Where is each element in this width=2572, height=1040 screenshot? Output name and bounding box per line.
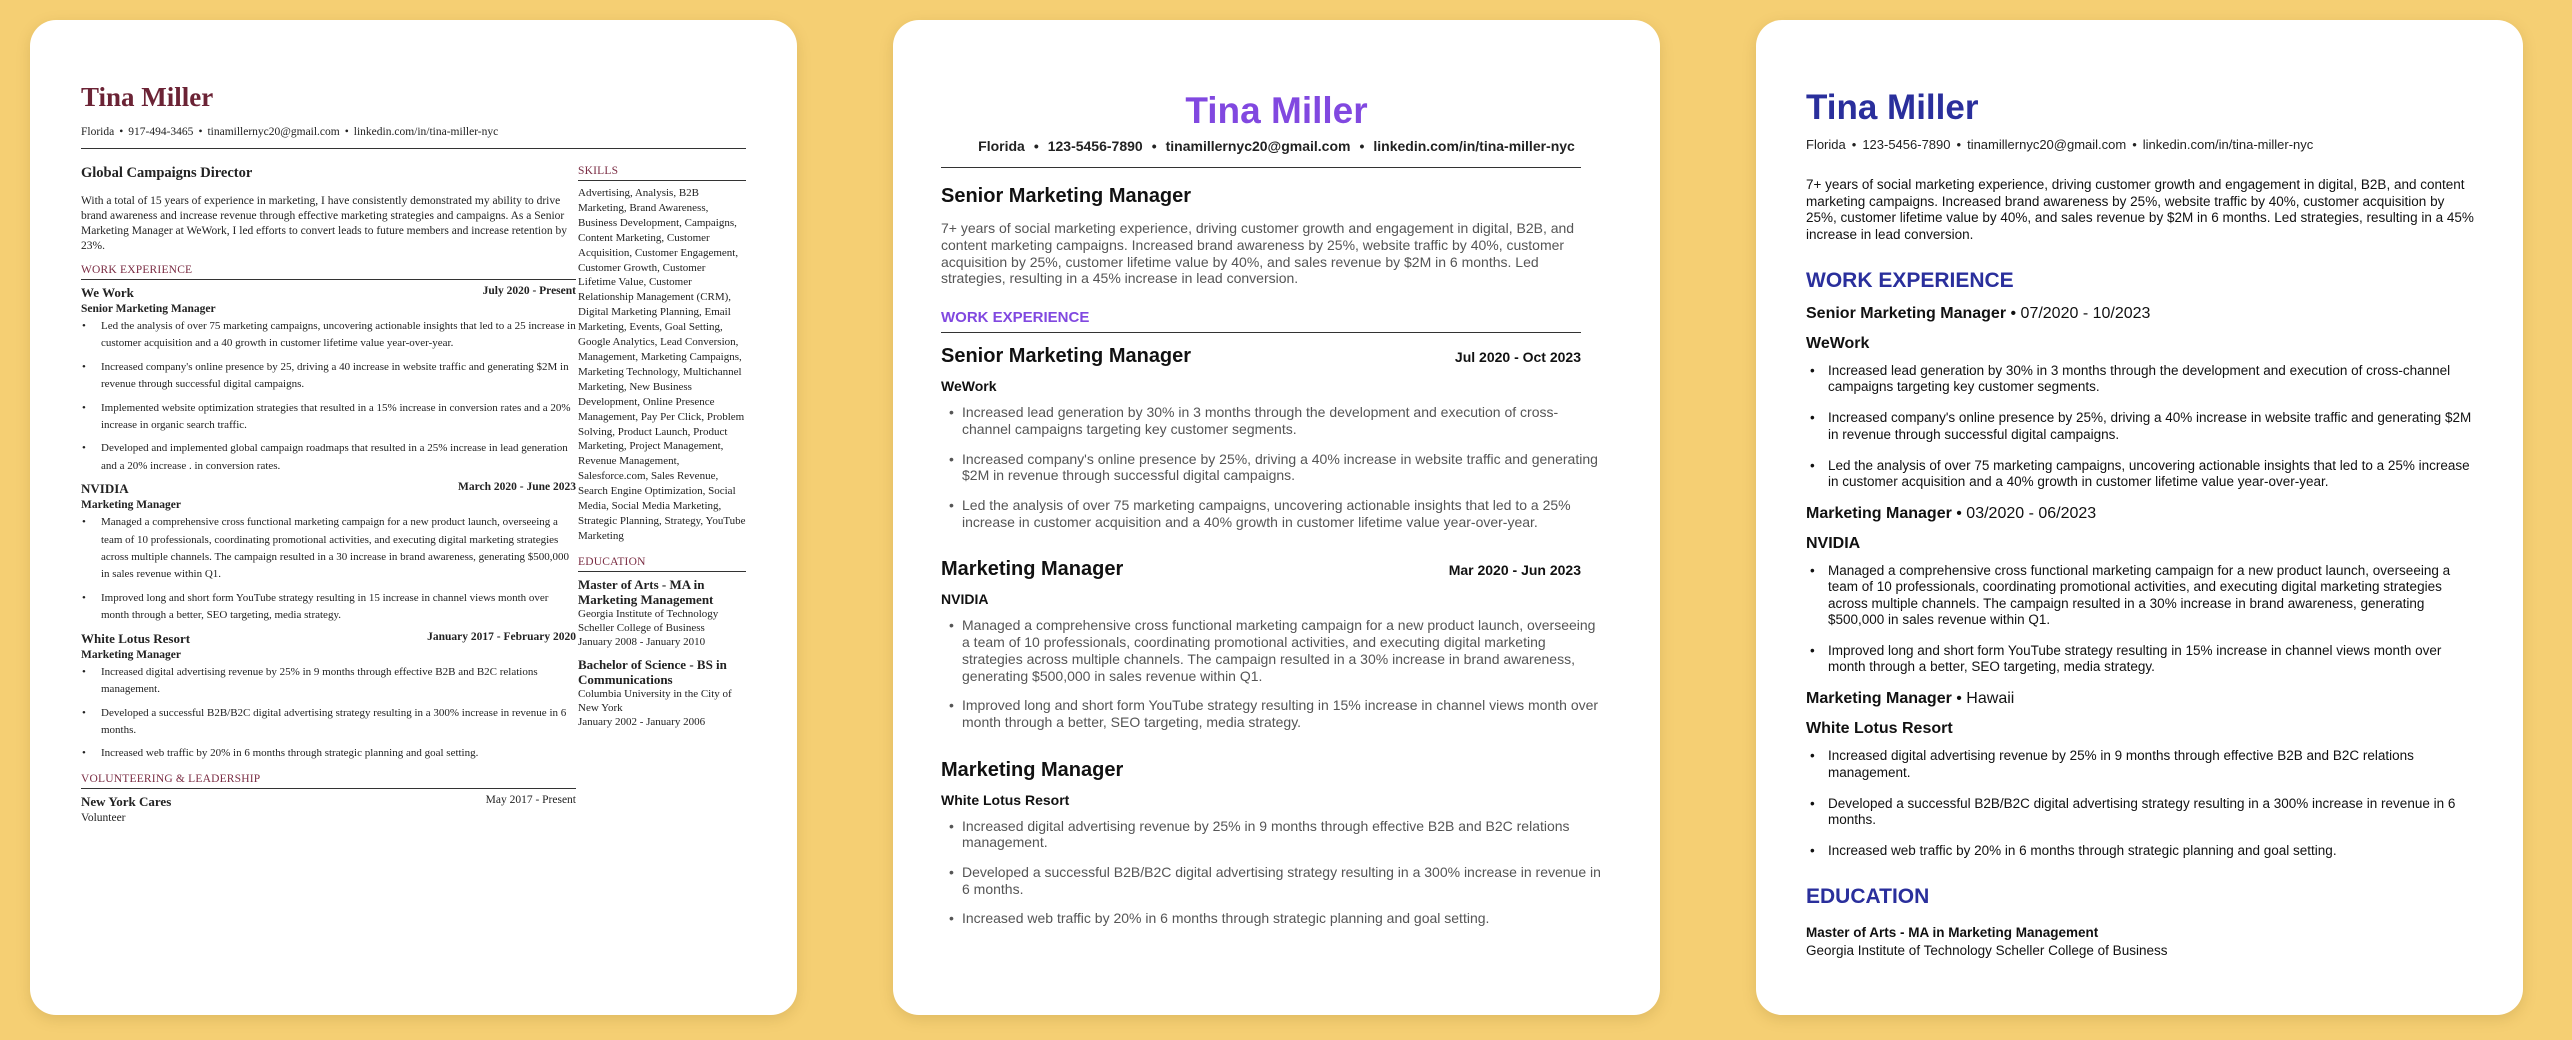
job-role: Marketing Manager — [941, 758, 1124, 781]
job-entry — [941, 345, 1601, 530]
job-role: Marketing Manager — [81, 648, 181, 661]
contact-line: Florida • 123-5456-7890 • tinamillernyc20@gmail.com • linkedin.com/in/tina-miller-nyc — [1806, 137, 2314, 152]
section-heading-volunteering: VOLUNTEERING & LEADERSHIP — [81, 773, 576, 789]
education-school: Georgia Institute of Technology Scheller College of Business — [1806, 943, 2168, 959]
bullet: • Increased company's online presence by 25%, driving a 40% increase in website traffic and generating $2M in revenue through successful digital campaigns. — [1828, 410, 2478, 442]
education-school: Columbia University in the City of New York — [578, 687, 732, 714]
job-role: Marketing Manager — [941, 558, 1124, 581]
summary: With a total of 15 years of experience in marketing, I have consistently demonstrated my ability to drive brand awareness and increase revenue through effective marketing strategies and campaigns. As a Senior Marketing Manager at WeWork, I led efforts to convert leads to future members and increase retention by 23%. — [81, 195, 567, 252]
education-degree: Master of Arts - MA in Marketing Management — [578, 576, 714, 607]
contact-location: Florida — [81, 126, 115, 138]
contact-line: Florida • 917-494-3465 • tinamillernyc20@gmail.com • linkedin.com/in/tina-miller-nyc — [81, 126, 499, 138]
education-degree: Master of Arts - MA in Marketing Management — [1806, 925, 2099, 941]
education-school: Georgia Institute of Technology Scheller College of Business — [578, 607, 719, 634]
header-divider — [941, 167, 1581, 168]
bullet: • Increased web traffic by 20% in 6 months through strategic planning and goal setting. — [962, 910, 1601, 927]
job-role: Marketing Manager — [1806, 505, 1952, 523]
bullet: • Developed a successful B2B/B2C digital advertising strategy resulting in a 300% increase in revenue in 6 months. — [101, 705, 576, 740]
volunteer-dates: May 2017 - Present — [485, 793, 576, 806]
resume-card-blue[interactable] — [1756, 20, 2523, 1015]
side-column — [578, 165, 746, 729]
main-column — [1806, 177, 2478, 958]
bullet: • Increased digital advertising revenue by 25% in 9 months through effective B2B and B2C relations management. — [101, 664, 576, 699]
bullet: • Increased digital advertising revenue by 25% in 9 months through effective B2B and B2C relations management. — [1828, 748, 2478, 780]
job-role: Marketing Manager — [1806, 690, 1952, 708]
bullet: • Developed a successful B2B/B2C digital advertising strategy resulting in a 300% increase in revenue in 6 months. — [962, 864, 1601, 897]
contact-line: Florida • 123-5456-7890 • tinamillernyc20@gmail.com • linkedin.com/in/tina-miller-nyc — [978, 138, 1575, 154]
bullet: • Led the analysis of over 75 marketing campaigns, uncovering actionable insights that led to a 25% increase in customer acquisition and a 40% growth in customer lifetime value year-over-year. — [962, 497, 1601, 530]
main-column — [941, 185, 1601, 940]
job-meta: • Hawaii — [1951, 690, 2015, 708]
job-entry — [1806, 505, 2478, 675]
section-heading-skills: SKILLS — [578, 165, 746, 181]
job-company: White Lotus Resort — [1806, 720, 1953, 738]
volunteer-org: New York Cares — [81, 793, 172, 809]
bullet: • Implemented website optimization strategies that resulted in a 15% increase in conversion rates and a 20% increase in organic search traffic. — [101, 400, 576, 435]
volunteer-entry — [81, 794, 576, 810]
education-entry — [578, 577, 746, 649]
job-bullets — [101, 514, 576, 624]
job-company: White Lotus Resort — [81, 630, 191, 646]
job-company: WeWork — [1806, 335, 1870, 352]
section-heading-work: WORK EXPERIENCE — [81, 264, 576, 280]
bullet: • Improved long and short form YouTube strategy resulting in 15 increase in channel views month over month through a better, SEO targeting, media strategy. — [101, 590, 576, 625]
bullet: • Developed and implemented global campaign roadmaps that resulted in a 25% increase in lead generation and a 20% increase . in conversion rates. — [101, 440, 576, 475]
job-dates: July 2020 - Present — [482, 285, 576, 297]
candidate-name: Tina Miller — [1185, 90, 1368, 131]
bullet: • Improved long and short form YouTube strategy resulting in 15% increase in channel views month over month through a better, SEO targeting, media strategy. — [1828, 643, 2478, 675]
job-meta: • 07/2020 - 10/2023 — [2006, 305, 2151, 322]
contact-phone: 123-5456-7890 — [1862, 137, 1951, 152]
section-heading-work: WORK EXPERIENCE — [1806, 269, 2014, 292]
education-dates: January 2008 - January 2010 — [578, 635, 706, 648]
job-bullets — [962, 818, 1601, 928]
job-meta: • 03/2020 - 06/2023 — [1951, 505, 2097, 523]
job-bullets — [1828, 563, 2478, 675]
education-degree: Bachelor of Science - BS in Communications — [578, 656, 727, 687]
job-bullets — [1828, 363, 2478, 490]
job-dates: March 2020 - June 2023 — [458, 481, 576, 494]
contact-linkedin: linkedin.com/in/tina-miller-nyc — [1373, 138, 1575, 154]
summary: 7+ years of social marketing experience, driving customer growth and engagement in digital, B2B, and content marketing campaigns. Increased brand awareness by 25%, website traffic by 40%, customer acquisition by 25%, customer lifetime value by 40%, and sales revenue by $2M in 6 months. Led strategies, resulting in a 45% increase in lead conversion. — [1806, 177, 2474, 242]
bullet: • Increased company's online presence by 25%, driving a 40% increase in website traffic and generating $2M in revenue through successful digital campaigns. — [962, 451, 1601, 484]
job-bullets — [1828, 748, 2478, 859]
job-dates: Jul 2020 - Oct 2023 — [1454, 349, 1581, 366]
job-company: NVIDIA — [941, 591, 989, 608]
job-company: NVIDIA — [1806, 535, 1861, 553]
resume-title: Senior Marketing Manager — [941, 185, 1192, 207]
bullet: • Increased company's online presence by 25, driving a 40 increase in website traffic and generating $2M in revenue through successful digital campaigns. — [101, 359, 576, 394]
job-company: WeWork — [941, 378, 997, 395]
job-dates: Mar 2020 - Jun 2023 — [1448, 562, 1581, 579]
section-heading-education: EDUCATION — [578, 556, 746, 572]
bullet: • Managed a comprehensive cross functional marketing campaign for a new product launch, overseeing a team of 10 professionals, coordinating promotional activities, and executing digital marketing strategies across multiple channels. The campaign resulted in a 30% increase in brand awareness, generating $500,000 in sales revenue within Q1. — [962, 617, 1601, 684]
bullet: • Increased web traffic by 20% in 6 months through strategic planning and goal setting. — [101, 745, 576, 762]
bullet: • Increased lead generation by 30% in 3 months through the development and execution of cross-channel campaigns targeting key customer segments. — [962, 404, 1601, 437]
header-divider — [81, 148, 746, 149]
bullet: • Led the analysis of over 75 marketing campaigns, uncovering actionable insights that led to a 25 increase in customer acquisition and a 40 growth in customer lifetime value year-over-year. — [101, 318, 576, 353]
job-bullets — [962, 404, 1601, 530]
job-company: White Lotus Resort — [941, 791, 1070, 808]
job-entry — [941, 558, 1601, 730]
bullet: • Managed a comprehensive cross functional marketing campaign for a new product launch, overseeing a team of 10 professionals, coordinating promotional activities, and executing digital marketing strategies across multiple channels. The campaign resulted in a 30 increase in brand awareness, generating $500,000 in sales revenue within Q1. — [101, 514, 576, 584]
bullet: • Developed a successful B2B/B2C digital advertising strategy resulting in a 300% increase in revenue in 6 months. — [1828, 796, 2478, 828]
job-entry — [81, 631, 576, 763]
job-entry — [1806, 305, 2478, 490]
candidate-name: Tina Miller — [1806, 88, 1979, 127]
job-role: Senior Marketing Manager — [1806, 305, 2007, 322]
bullet: • Increased web traffic by 20% in 6 months through strategic planning and goal setting. — [1828, 843, 2478, 859]
job-bullets — [101, 318, 576, 475]
resume-title: Global Campaigns Director — [81, 165, 253, 181]
bullet: • Managed a comprehensive cross functional marketing campaign for a new product launch, overseeing a team of 10 professionals, coordinating promotional activities, and executing digital marketing strategies across multiple channels. The campaign resulted in a 30% increase in brand awareness, generating $500,000 in sales revenue within Q1. — [1828, 563, 2478, 628]
job-role: Senior Marketing Manager — [941, 345, 1192, 368]
bullet: • Led the analysis of over 75 marketing campaigns, uncovering actionable insights that led to a 25% increase in customer acquisition and a 40% growth in customer lifetime value year-over-year. — [1828, 458, 2478, 490]
contact-linkedin: linkedin.com/in/tina-miller-nyc — [2142, 137, 2314, 152]
resume-card-classic[interactable] — [30, 20, 797, 1015]
bullet: • Increased digital advertising revenue by 25% in 9 months through effective B2B and B2C relations management. — [962, 818, 1601, 851]
bullet: • Increased lead generation by 30% in 3 months through the development and execution of cross-channel campaigns targeting key customer segments. — [1828, 363, 2478, 395]
job-entry — [81, 285, 576, 475]
resume-card-modern[interactable] — [893, 20, 1660, 1015]
job-entry — [941, 759, 1601, 928]
contact-email: tinamillernyc20@gmail.com — [207, 126, 340, 138]
contact-location: Florida — [1806, 137, 1846, 152]
contact-email: tinamillernyc20@gmail.com — [1165, 138, 1351, 154]
section-heading-education: EDUCATION — [1806, 885, 1930, 909]
contact-email: tinamillernyc20@gmail.com — [1967, 137, 2127, 152]
summary: 7+ years of social marketing experience, driving customer growth and engagement in digital, B2B, and content marketing campaigns. Increased brand awareness by 25%, website traffic by 40%, customer acquisition by 25%, customer lifetime value by 40%, and sales revenue by $2M in 6 months. Led strategies, resulting in a 45% increase in lead conversion. — [941, 220, 1575, 287]
job-role: Senior Marketing Manager — [81, 303, 216, 315]
volunteer-role: Volunteer — [81, 811, 126, 824]
section-heading-work: WORK EXPERIENCE — [941, 309, 1581, 333]
contact-location: Florida — [978, 138, 1025, 154]
job-bullets — [962, 617, 1601, 730]
skills-list: Advertising, Analysis, B2B Marketing, Brand Awareness, Business Development, Campaigns, Content Marketing, Customer Acquisition, Customer Engagement, Customer Growth, Customer Lifetime Value, Customer Relationship Management (CRM), Digital Marketing Planning, Email Marketing, Events, Goal Setting, Google Analytics, Lead Conversion, Management, Marketing Campaigns, Marketing Technology, Multichannel Marketing, New Business Development, Online Presence Management, Pay Per Click, Problem Solving, Product Launch, Product Marketing, Project Management, Revenue Management, Salesforce.com, Sales Revenue, Search Engine Optimization, Social Media, Social Media Marketing, Strategic Planning, Strategy, YouTube Marketing — [578, 187, 746, 542]
job-entry — [81, 481, 576, 624]
bullet: • Improved long and short form YouTube strategy resulting in 15% increase in channel views month over month through a better, SEO targeting, media strategy. — [962, 697, 1601, 730]
job-dates: January 2017 - February 2020 — [427, 630, 576, 643]
job-entry — [1806, 690, 2478, 859]
contact-linkedin: linkedin.com/in/tina-miller-nyc — [353, 126, 499, 138]
education-dates: January 2002 - January 2006 — [578, 715, 706, 728]
job-company: NVIDIA — [81, 481, 129, 497]
candidate-name: Tina Miller — [81, 82, 214, 112]
main-column — [81, 165, 576, 824]
job-company: We Work — [81, 285, 134, 300]
contact-phone: 917-494-3465 — [128, 126, 194, 138]
job-role: Marketing Manager — [81, 499, 181, 512]
education-entry — [578, 657, 746, 729]
job-bullets — [101, 664, 576, 763]
contact-phone: 123-5456-7890 — [1047, 138, 1143, 154]
